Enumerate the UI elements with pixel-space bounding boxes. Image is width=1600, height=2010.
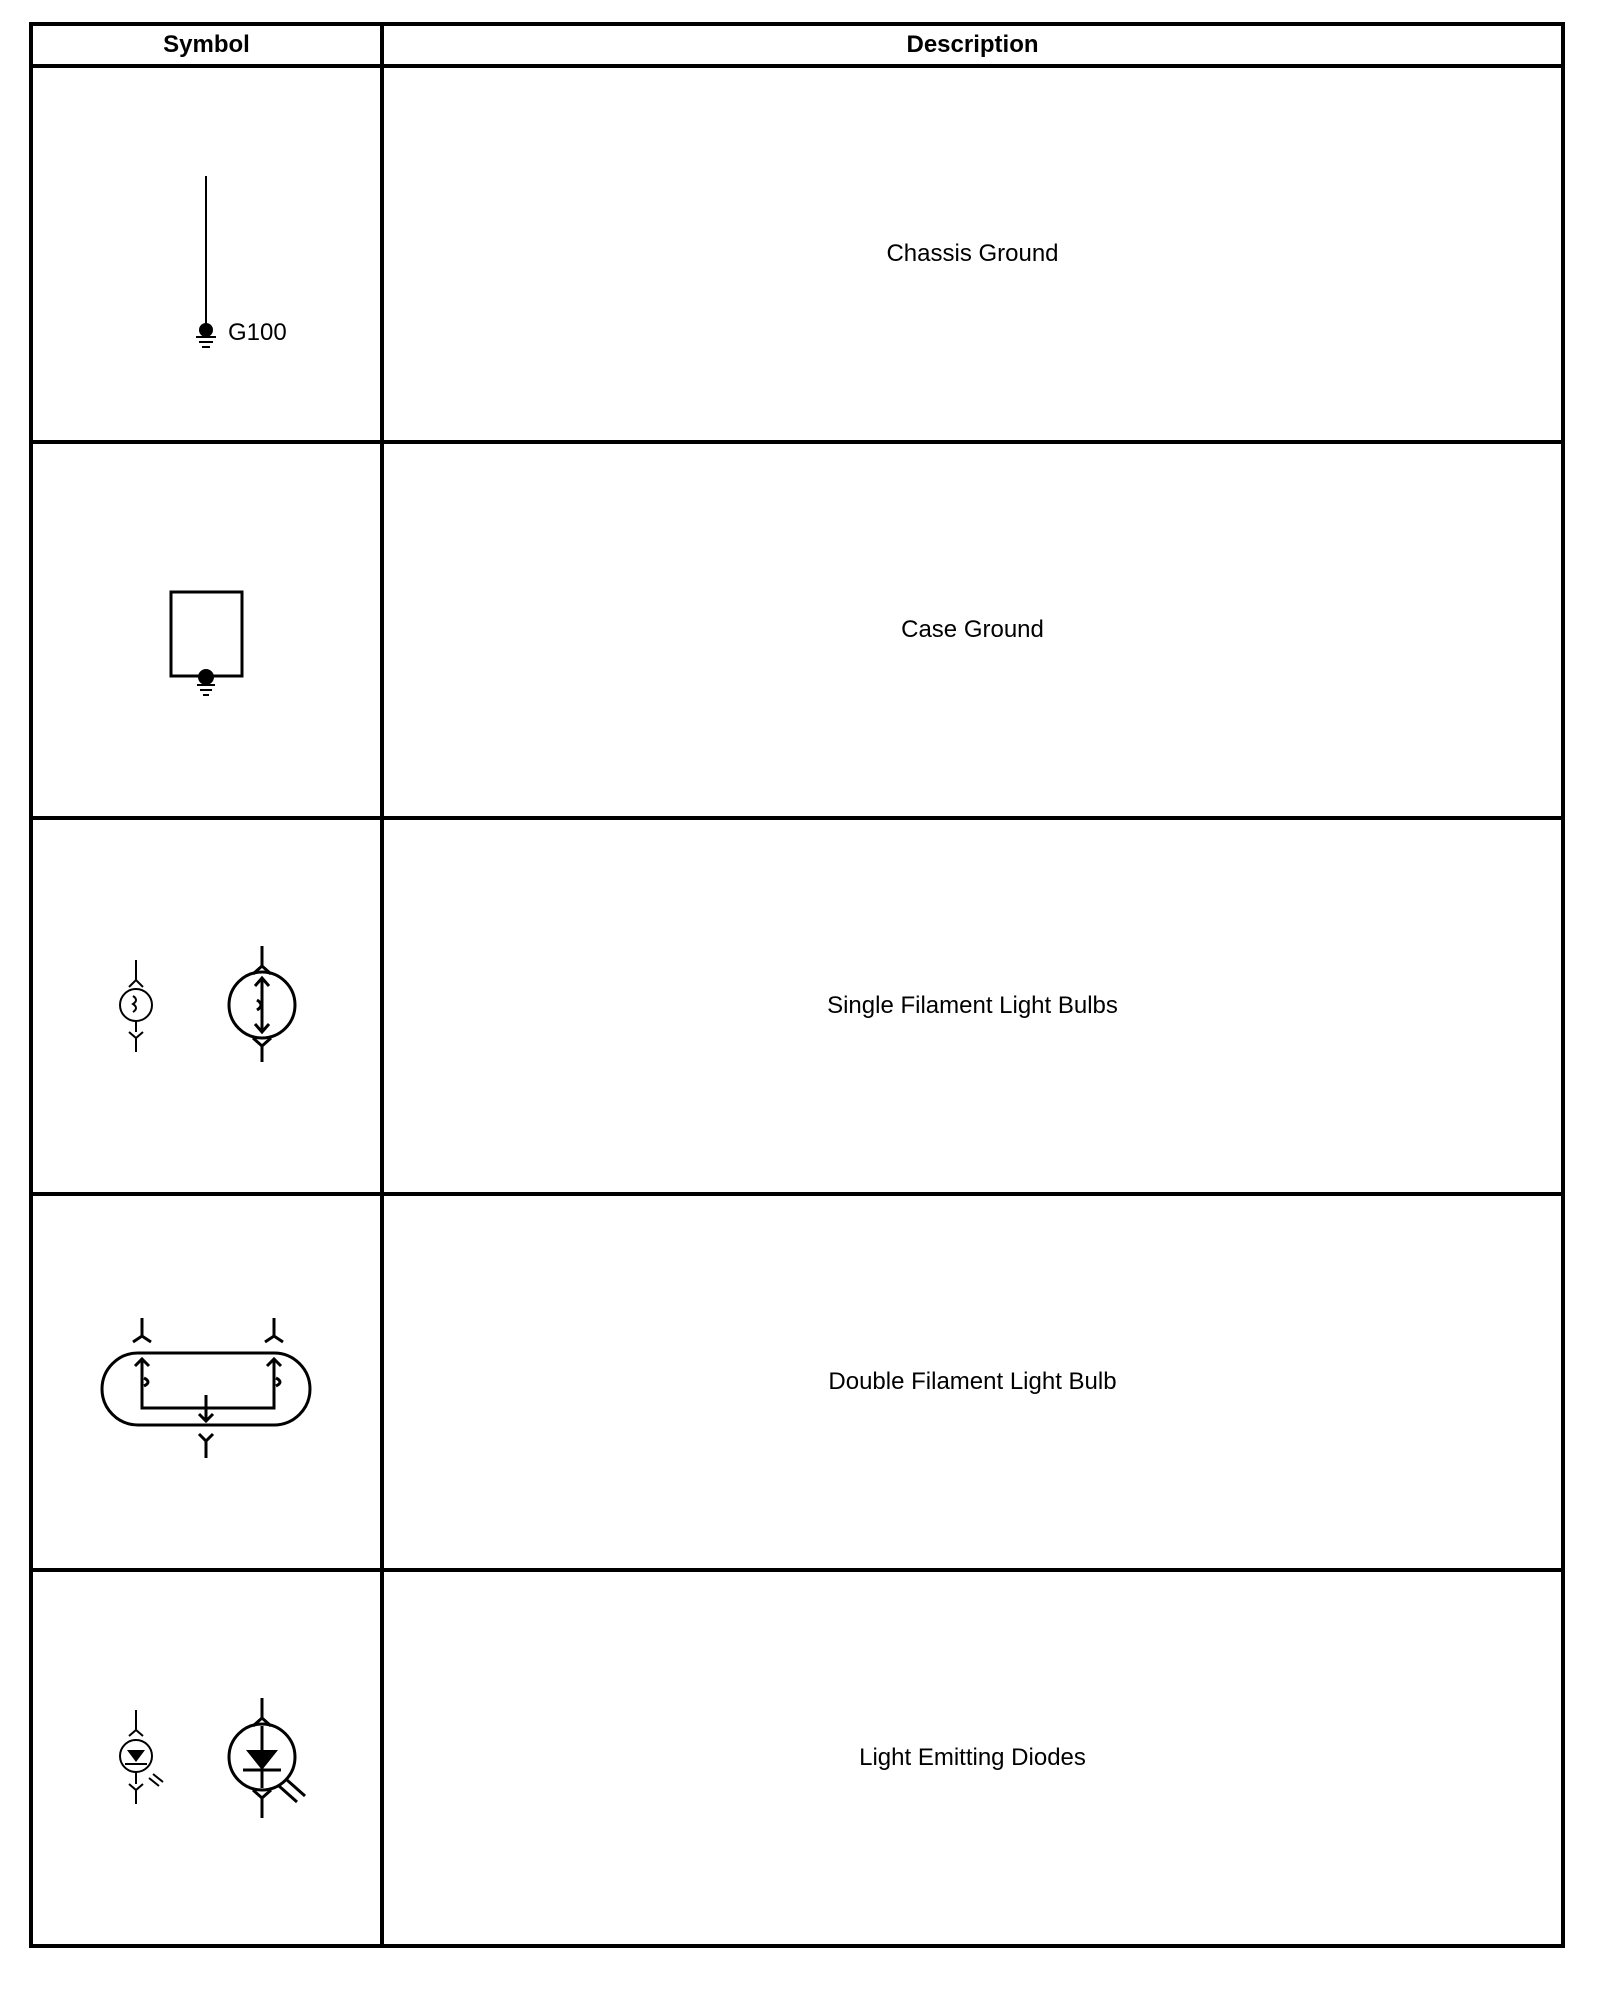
table-header-row xyxy=(31,24,1563,66)
ground-id-label: G100 xyxy=(228,319,287,346)
case-ground-icon xyxy=(35,444,378,816)
led-icon xyxy=(35,1572,378,1944)
symbol-cell xyxy=(31,1194,382,1570)
symbol-column-header: Symbol xyxy=(31,24,382,66)
symbol-cell xyxy=(31,818,382,1194)
table-row xyxy=(31,818,1563,1194)
description-cell: Light Emitting Diodes xyxy=(382,1570,1563,1946)
description-column-header: Description xyxy=(382,24,1563,66)
double-filament-bulb-icon xyxy=(35,1196,378,1568)
description-cell: Case Ground xyxy=(382,442,1563,818)
single-filament-bulb-icon xyxy=(35,820,378,1192)
description-cell: Single Filament Light Bulbs xyxy=(382,818,1563,1194)
table-row xyxy=(31,442,1563,818)
table-row xyxy=(31,66,1563,442)
symbol-legend-sheet xyxy=(29,22,1561,1948)
description-cell: Double Filament Light Bulb xyxy=(382,1194,1563,1570)
symbol-legend-table xyxy=(29,22,1565,1948)
table-row xyxy=(31,1570,1563,1946)
chassis-ground-icon xyxy=(35,68,378,440)
table-row xyxy=(31,1194,1563,1570)
symbol-cell xyxy=(31,1570,382,1946)
description-cell: Chassis Ground xyxy=(382,66,1563,442)
symbol-cell xyxy=(31,66,382,442)
symbol-cell xyxy=(31,442,382,818)
